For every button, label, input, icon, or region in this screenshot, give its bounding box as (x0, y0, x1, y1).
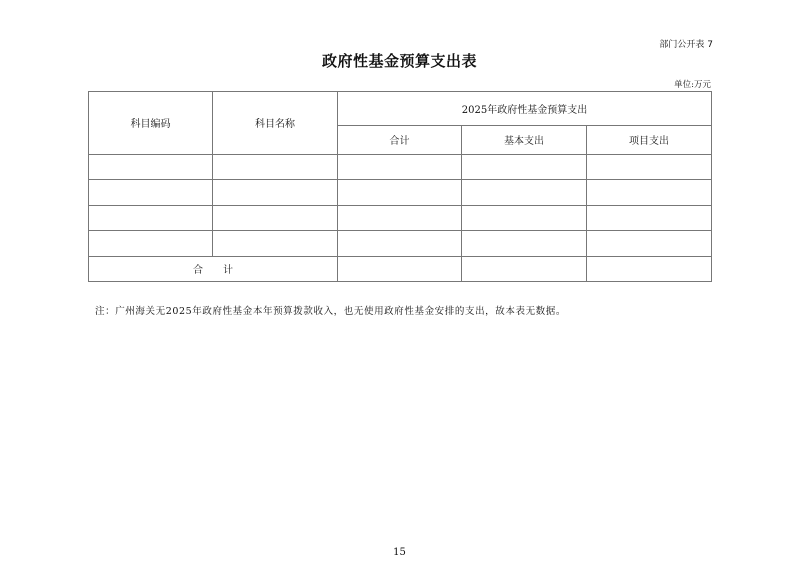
total-cell (338, 256, 462, 281)
table-cell (89, 231, 213, 256)
footnote: 注：广州海关无2025年政府性基金本年预算拨款收入，也无使用政府性基金安排的支出，故本表无数据。 (95, 306, 566, 317)
table-cell (338, 231, 462, 256)
table-cell (462, 180, 587, 205)
total-cell (587, 256, 712, 281)
total-cell (462, 256, 587, 281)
column-header-total: 合计 (338, 125, 462, 154)
table-cell (213, 154, 338, 179)
table-cell (213, 231, 338, 256)
table-row (89, 205, 712, 230)
header-row-1 (89, 92, 712, 126)
column-header-code: 科目编码 (89, 92, 213, 155)
table-row (89, 180, 712, 205)
page-title: 政府性基金预算支出表 (321, 52, 477, 70)
column-header-project: 项目支出 (587, 125, 712, 154)
total-row (89, 256, 712, 281)
table-cell (338, 205, 462, 230)
column-header-basic: 基本支出 (462, 125, 587, 154)
unit-label: 单位:万元 (674, 80, 711, 90)
table-cell (89, 205, 213, 230)
table-row (89, 154, 712, 179)
table-cell (338, 180, 462, 205)
table-cell (338, 154, 462, 179)
table-cell (89, 154, 213, 179)
document-label: 部门公开表 7 (659, 40, 713, 50)
table-cell (213, 180, 338, 205)
column-group-header: 2025年政府性基金预算支出 (338, 92, 712, 126)
table-cell (587, 180, 712, 205)
table-cell (462, 154, 587, 179)
table-cell (587, 154, 712, 179)
table-cell (587, 231, 712, 256)
table-cell (213, 205, 338, 230)
page-number: 15 (393, 547, 406, 558)
table-row (89, 231, 712, 256)
table-cell (587, 205, 712, 230)
table-cell (462, 205, 587, 230)
column-header-name: 科目名称 (213, 92, 338, 155)
budget-table (88, 91, 712, 282)
table-cell (89, 180, 213, 205)
table-cell (462, 231, 587, 256)
total-label: 合 计 (89, 256, 338, 281)
